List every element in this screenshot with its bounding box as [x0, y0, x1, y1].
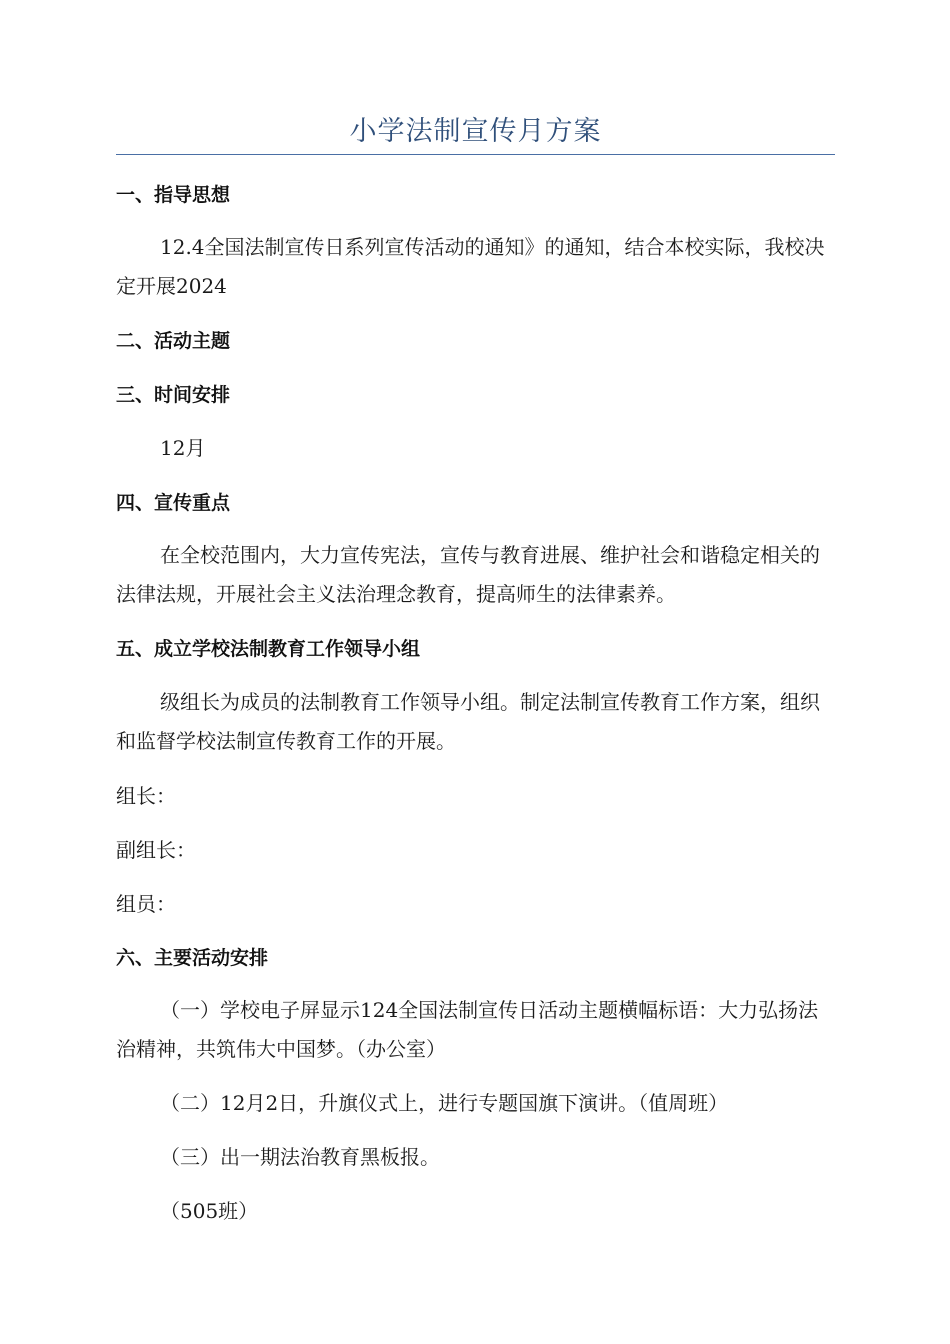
- section-heading-guiding-ideology: 一、指导思想: [116, 184, 231, 206]
- activity-item-1: （一）学校电子屏显示124全国法制宣传日活动主题横幅标语：大力弘扬法治精神，共筑伟大中国梦。（办公室）: [116, 998, 819, 1061]
- activity-item-2: （二）12月2日，升旗仪式上，进行专题国旗下演讲。（值周班）: [160, 1091, 729, 1115]
- role-leader: 组长：: [116, 784, 176, 808]
- section-heading-leadership-group: 五、成立学校法制教育工作领导小组: [116, 638, 421, 660]
- activity-item-4: （505班）: [160, 1199, 259, 1223]
- role-members: 组员：: [116, 892, 176, 916]
- section-heading-publicity-focus: 四、宣传重点: [116, 492, 231, 514]
- activity-item-3: （三）出一期法治教育黑板报。: [160, 1145, 440, 1169]
- title-underline: [116, 154, 835, 155]
- section-body-guiding-ideology: 12.4全国法制宣传日系列宣传活动的通知》的通知，结合本校实际，我校决定开展2024: [116, 235, 825, 298]
- section-heading-main-activities: 六、主要活动安排: [116, 947, 269, 969]
- section-body-schedule: 12月: [160, 436, 206, 460]
- role-deputy-leader: 副组长：: [116, 838, 196, 862]
- section-body-leadership-group: 级组长为成员的法制教育工作领导小组。制定法制宣传教育工作方案，组织和监督学校法制宣传教育工作的开展。: [116, 690, 820, 753]
- section-body-publicity-focus: 在全校范围内，大力宣传宪法，宣传与教育进展、维护社会和谐稳定相关的法律法规，开展社会主义法治理念教育，提高师生的法律素养。: [116, 543, 820, 606]
- section-heading-schedule: 三、时间安排: [116, 384, 231, 406]
- section-heading-activity-theme: 二、活动主题: [116, 330, 231, 352]
- document-title: 小学法制宣传月方案: [349, 116, 602, 147]
